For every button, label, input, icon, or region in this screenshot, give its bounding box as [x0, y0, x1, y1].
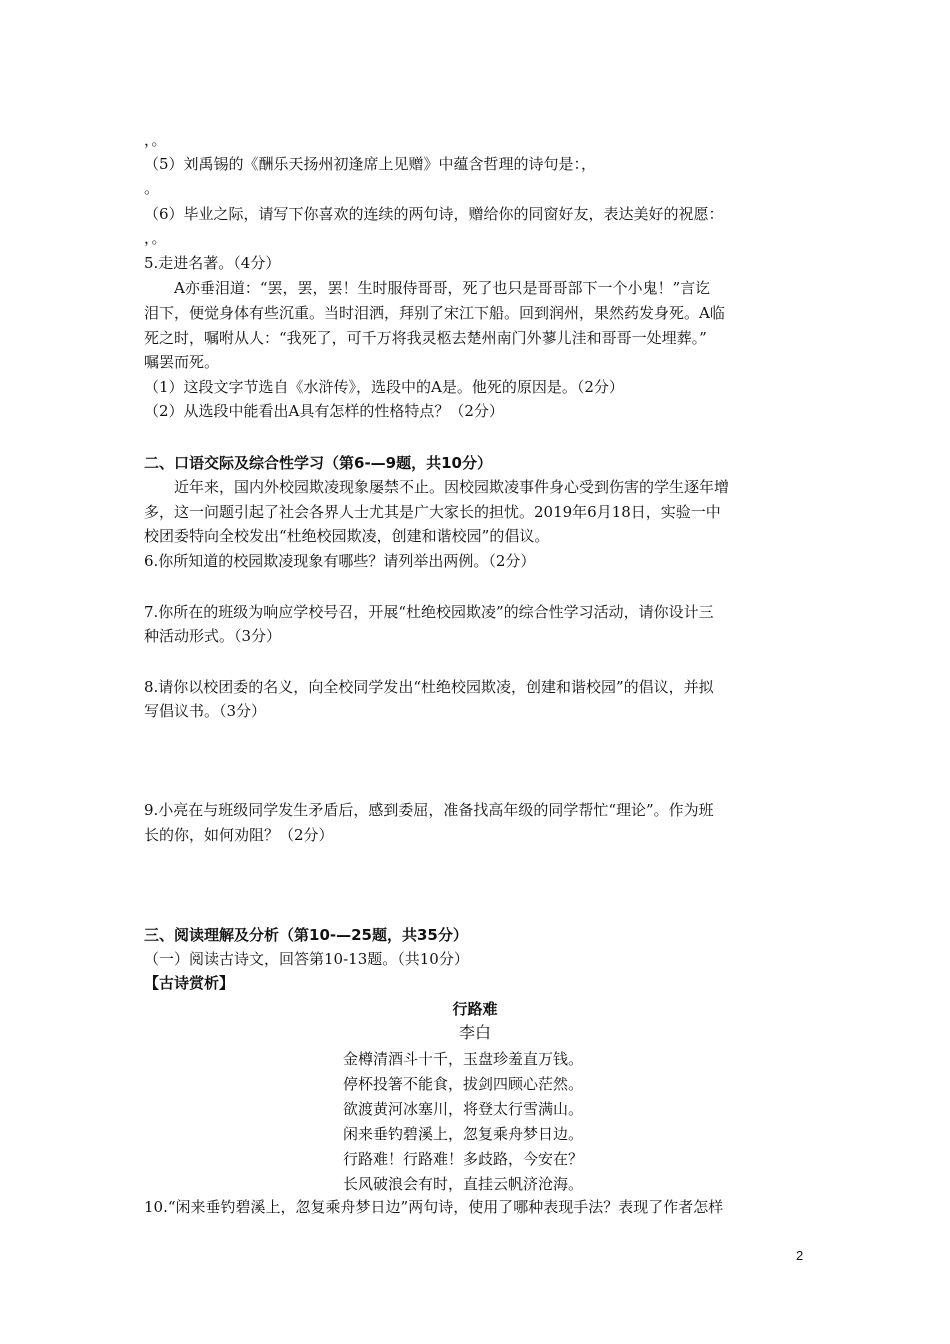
mingzhu-passage-line: 死之时，嘱咐从人：“我死了，可千万将我灵柩去楚州南门外蓼儿洼和哥哥一处埋葬。” [144, 329, 707, 347]
section-3-part-1: （一）阅读古诗文，回答第10-13题。（共10分） [144, 950, 469, 968]
poem-line: 长风破浪会有时，直挂云帆济沧海。 [343, 1175, 584, 1193]
question-6: 6.你所知道的校园欺凌现象有哪些？请列举出两例。（2分） [144, 552, 536, 570]
section-3-heading: 三、阅读理解及分析（第10-—25题，共35分） [144, 926, 468, 944]
question-8-line: 写倡议书。（3分） [144, 702, 267, 720]
mingzhu-sub-question: （2）从选段中能看出A具有怎样的性格特点？（2分） [144, 402, 504, 420]
mingzhu-passage-line: 嘱罢而死。 [144, 353, 220, 371]
poem-line: 闲来垂钓碧溪上，忽复乘舟梦日边。 [343, 1125, 584, 1143]
poem-line: 停杯投箸不能食，拔剑四顾心茫然。 [343, 1075, 584, 1093]
section-2-intro-line: 多，这一问题引起了社会各界人士尤其是广大家长的担忧。2019年6月18日，实验一中 [144, 503, 721, 521]
question-7-line: 种活动形式。（3分） [144, 627, 282, 645]
question-8-line: 8.请你以校团委的名义，向全校同学发出“杜绝校园欺凌，创建和谐校园”的倡议，并拟 [144, 678, 714, 696]
question-mingzhu-title: 5.走进名著。（4分） [144, 254, 281, 272]
page-number: 2 [796, 1248, 804, 1263]
section-2-intro-line: 近年来，国内外校园欺凌现象屡禁不止。因校园欺凌事件身心受到伤害的学生逐年增 [174, 478, 730, 496]
poem-section-label: 【古诗赏析】 [144, 974, 235, 992]
question-9-line: 长的你，如何劝阻？（2分） [144, 826, 334, 844]
mingzhu-sub-question: （1）这段文字节选自《水浒传》，选段中的A是。他死的原因是。（2分） [144, 378, 624, 396]
question-5-poem: （5）刘禹锡的《酬乐天扬州初逢席上见赠》中蕴含哲理的诗句是：， [144, 155, 597, 173]
blank-answer-line: ，。 [144, 229, 167, 247]
section-2-intro-line: 校团委特向全校发出“杜绝校园欺凌，创建和谐校园”的倡议。 [144, 527, 550, 545]
mingzhu-passage-line: A亦垂泪道：“罢，罢，罢！生时服侍哥哥，死了也只是哥哥部下一个小鬼！”言讫 [174, 279, 711, 297]
question-9-line: 9.小亮在与班级同学发生矛盾后，感到委屈，准备找高年级的同学帮忙“理论”。作为班 [144, 801, 714, 819]
poem-author: 李白 [458, 1023, 491, 1042]
question-10: 10.“闲来垂钓碧溪上，忽复乘舟梦日边”两句诗，使用了哪种表现手法？表现了作者怎样 [144, 1198, 724, 1216]
poem-title: 行路难 [452, 1000, 498, 1018]
poem-line: 行路难！行路难！多歧路，今安在？ [343, 1150, 584, 1168]
section-2-heading: 二、口语交际及综合性学习（第6-—9题，共10分） [144, 454, 492, 472]
poem-line: 欲渡黄河冰塞川，将登太行雪满山。 [343, 1100, 584, 1118]
blank-answer-line: ，。 [144, 131, 167, 149]
poem-line: 金樽清酒斗十千，玉盘珍羞直万钱。 [343, 1050, 584, 1068]
question-6-poem: （6）毕业之际，请写下你喜欢的连续的两句诗，赠给你的同窗好友，表达美好的祝愿： [144, 205, 724, 223]
mingzhu-passage-line: 泪下，便觉身体有些沉重。当时泪洒，拜别了宋江下船。回到润州，果然药发身死。A临 [144, 304, 725, 322]
question-7-line: 7.你所在的班级为响应学校号召，开展“杜绝校园欺凌”的综合性学习活动，请你设计三 [144, 603, 714, 621]
blank-answer-line: 。 [144, 179, 160, 197]
